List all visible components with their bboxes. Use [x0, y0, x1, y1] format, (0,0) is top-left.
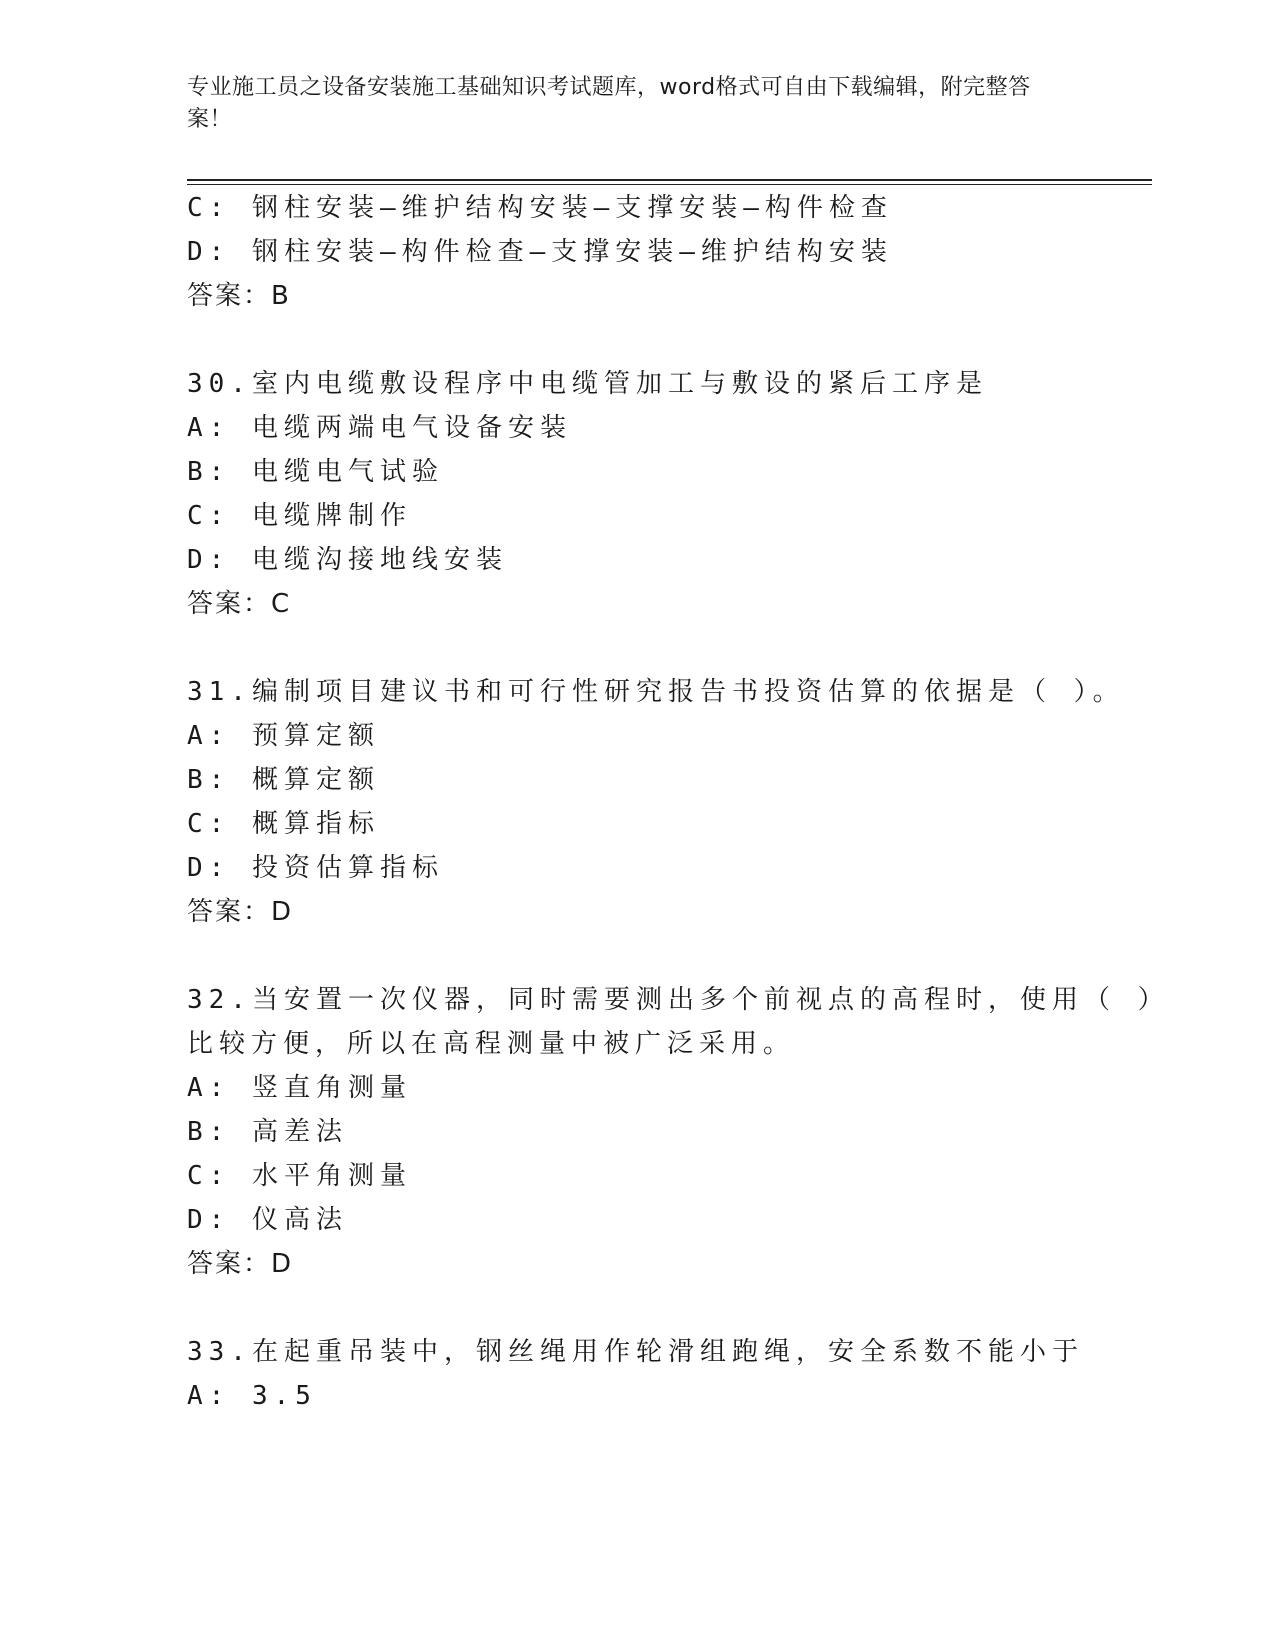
option-line: C: 概算指标	[187, 809, 380, 839]
option-line: A: 竖直角测量	[187, 1073, 412, 1103]
option-line: B: 概算定额	[187, 765, 380, 795]
question-line: 30.室内电缆敷设程序中电缆管加工与敷设的紧后工序是	[187, 369, 988, 399]
header-rule-thick	[187, 179, 1152, 181]
option-line: A: 预算定额	[187, 721, 380, 751]
option-line: C: 水平角测量	[187, 1161, 412, 1191]
answer-line: 答案：D	[187, 1249, 294, 1279]
option-line: D: 投资估算指标	[187, 853, 444, 883]
option-line: D: 电缆沟接地线安装	[187, 545, 508, 575]
answer-line: 答案：C	[187, 589, 292, 619]
header-rule-thin	[187, 184, 1152, 185]
option-line: A: 3.5	[187, 1381, 317, 1411]
option-line: B: 电缆电气试验	[187, 457, 444, 487]
question-line: 32.当安置一次仪器，同时需要测出多个前视点的高程时，使用（ ）	[187, 985, 1170, 1015]
option-line: D: 仪高法	[187, 1205, 348, 1235]
question-line: 33.在起重吊装中，钢丝绳用作轮滑组跑绳，安全系数不能小于	[187, 1337, 1084, 1367]
question-line: 比较方便，所以在高程测量中被广泛采用。	[187, 1029, 796, 1059]
option-line: C: 钢柱安装—维护结构安装—支撑安装—构件检查	[187, 193, 893, 223]
option-line: C: 电缆牌制作	[187, 501, 412, 531]
answer-line: 答案：B	[187, 281, 291, 311]
question-line: 31.编制项目建议书和可行性研究报告书投资估算的依据是（ ）。	[187, 677, 1125, 707]
answer-line: 答案：D	[187, 897, 294, 927]
option-line: A: 电缆两端电气设备安装	[187, 413, 572, 443]
document-header: 专业施工员之设备安装施工基础知识考试题库，word格式可自由下载编辑，附完整答案！	[187, 75, 1031, 132]
option-line: B: 高差法	[187, 1117, 348, 1147]
option-line: D: 钢柱安装—构件检查—支撑安装—维护结构安装	[187, 237, 893, 267]
